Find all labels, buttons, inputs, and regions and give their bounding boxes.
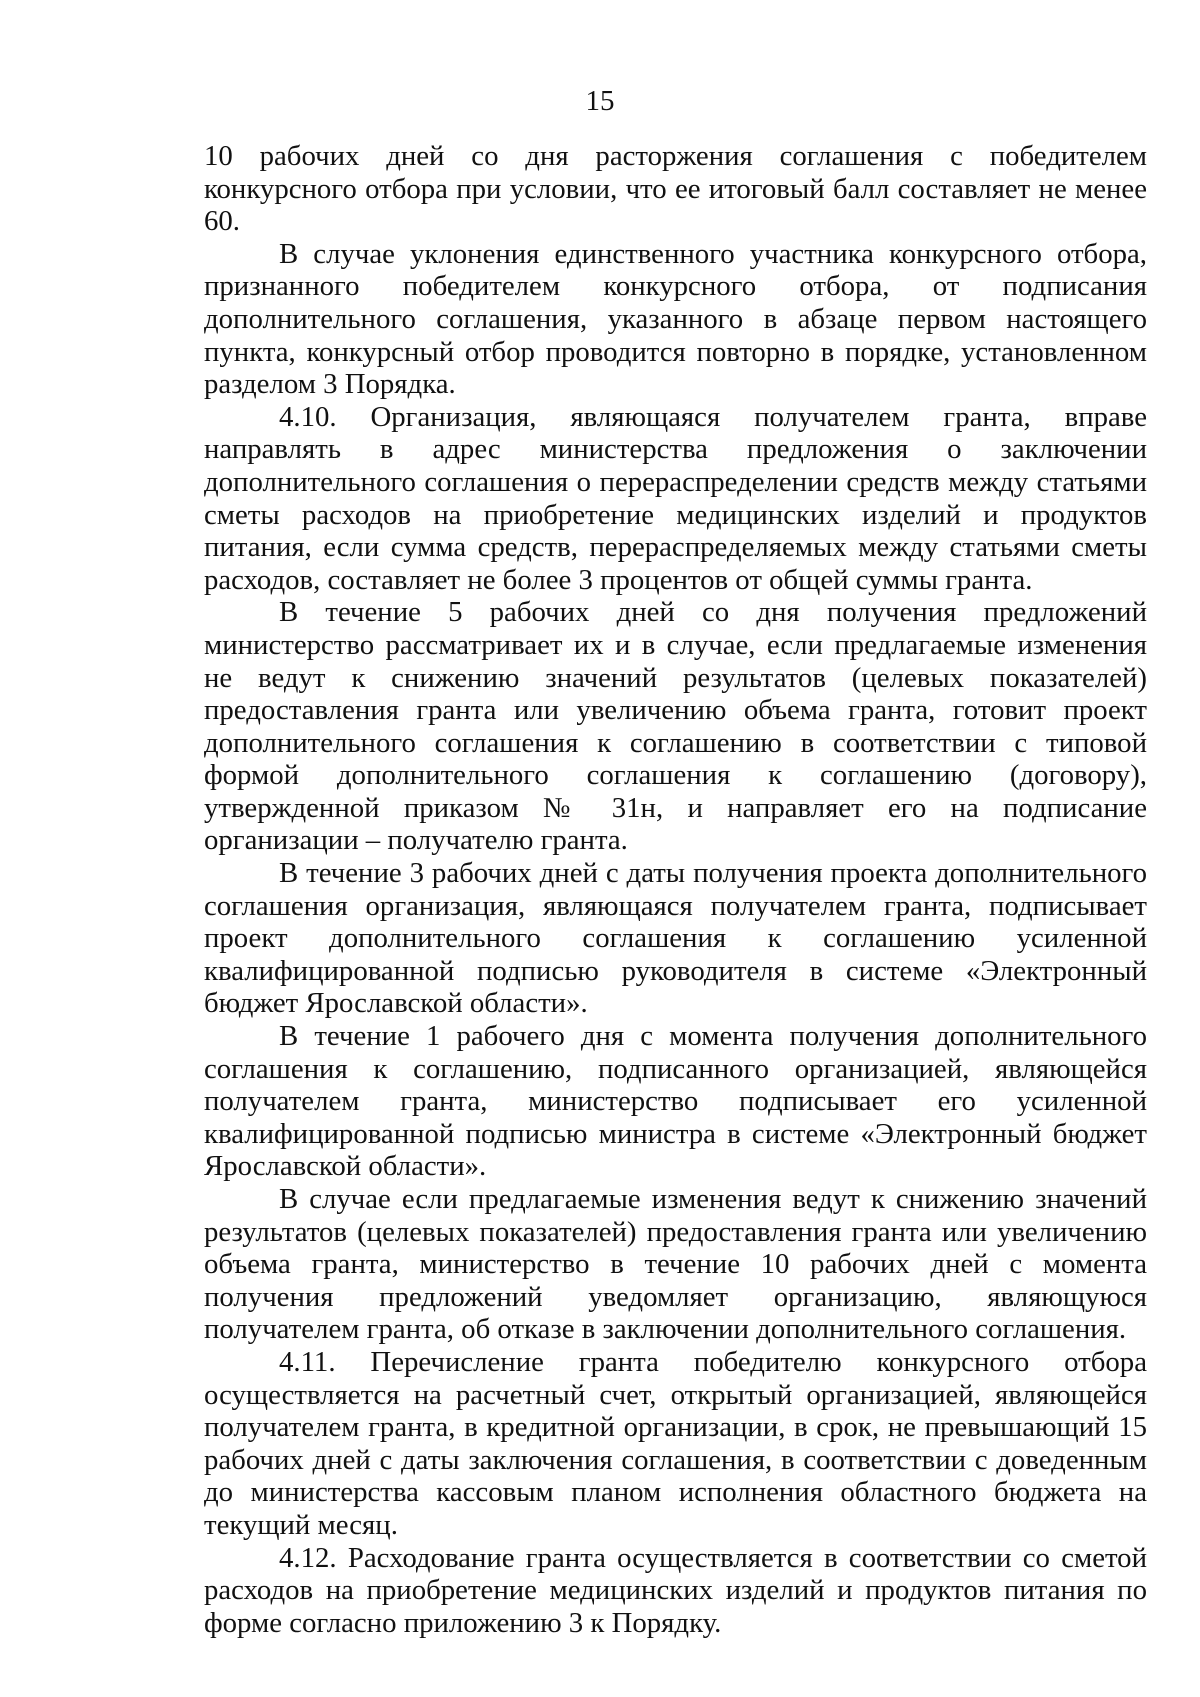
paragraph-4-10: 4.10. Организация, являющаяся получателем гранта, вправе направлять в адрес министерства предложения о заключении дополнительного соглашения о перераспределении средств между статьями сметы расходов на приобретение медицинских изделий и продуктов питания, если сумма средств, перераспределяемых между статьями сметы расходов, составляет не более 3 процентов от общей суммы гранта. xyxy=(204,400,1147,596)
paragraph-3-days-signing: В течение 3 рабочих дней с даты получения проекта дополнительного соглашения организация, являющаяся получателем гранта, подписывает проект дополнительного соглашения к соглашению усиленной квалифицированной подписью руководителя в системе «Электронный бюджет Ярославской области». xyxy=(204,857,1147,1020)
paragraph-4-12: 4.12. Расходование гранта осуществляется в соответствии со сметой расходов на приобретение медицинских изделий и продуктов питания по форме согласно приложению 3 к Порядку. xyxy=(204,1541,1147,1639)
page-number: 15 xyxy=(585,85,615,117)
paragraph-4-11: 4.11. Перечисление гранта победителю конкурсного отбора осуществляется на расчетный счет, открытый организацией, являющейся получателем гранта, в кредитной организации, в срок, не превышающий 15 рабочих дней с даты заключения соглашения, в соответствии с доведенным до министерства кассовым планом исполнения областного бюджета на текущий месяц. xyxy=(204,1345,1147,1541)
paragraph-1-day-signing: В течение 1 рабочего дня с момента получения дополнительного соглашения к соглашению, подписанного организацией, являющейся получателем гранта, министерство подписывает его усиленной квалифицированной подписью министра в системе «Электронный бюджет Ярославской области». xyxy=(204,1020,1147,1183)
paragraph-evasion-case: В случае уклонения единственного участника конкурсного отбора, признанного победителем конкурсного отбора, от подписания дополнительного соглашения, указанного в абзаце первом настоящего пункта, конкурсный отбор проводится повторно в порядке, установленном разделом 3 Порядка. xyxy=(204,237,1147,401)
paragraph-continuation: 10 рабочих дней со дня расторжения соглашения с победителем конкурсного отбора при условии, что ее итоговый балл составляет не менее 60. xyxy=(204,140,1147,238)
paragraph-refusal: В случае если предлагаемые изменения ведут к снижению значений результатов (целевых показателей) предоставления гранта или увеличению объема гранта, министерство в течение 10 рабочих дней с момента получения предложений уведомляет организацию, являющуюся получателем гранта, об отказе в заключении дополнительного соглашения. xyxy=(204,1183,1147,1346)
paragraph-5-days-review: В течение 5 рабочих дней со дня получения предложений министерство рассматривает их и в случае, если предлагаемые изменения не ведут к снижению значений результатов (целевых показателей) предоставления гранта или увеличению объема гранта, готовит проект дополнительного соглашения к соглашению в соответствии с типовой формой дополнительного соглашения к соглашению (договору), утвержденной приказом № 31н, и направляет его на подписание организации – получателю гранта. xyxy=(204,596,1147,857)
document-body xyxy=(204,140,1147,1639)
